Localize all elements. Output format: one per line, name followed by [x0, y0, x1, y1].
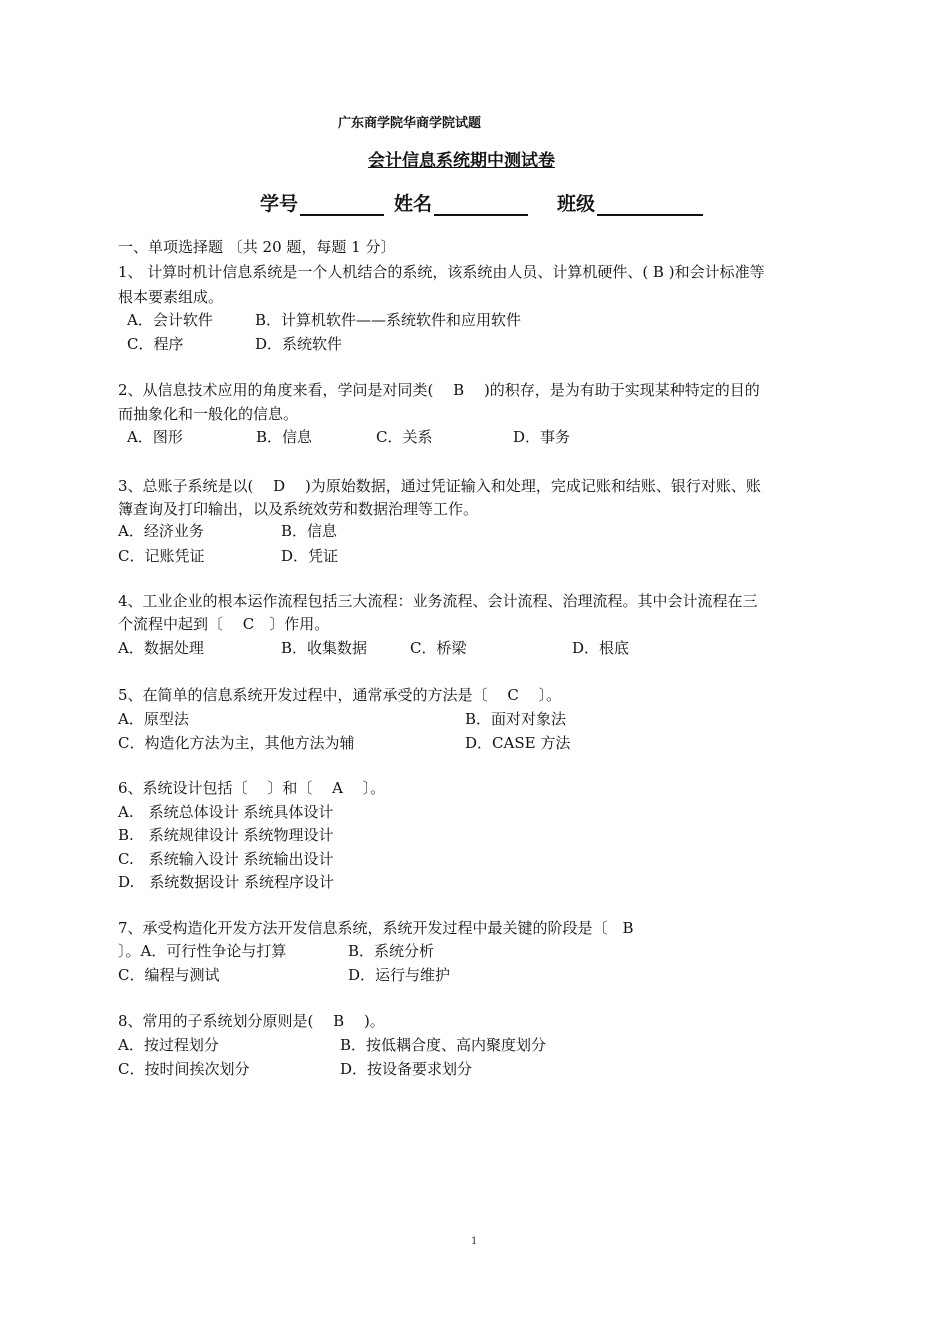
question-text: 根本要素组成。: [118, 288, 224, 306]
question-text: 1、 计算时机计信息系统是一个人机结合的系统，该系统由人员、计算机硬件、( B )和会计标准等: [118, 263, 765, 281]
page-number: 1: [471, 1236, 478, 1247]
option-d: D．系统软件: [255, 335, 343, 353]
question-text: 5、在简单的信息系统开发过程中，通常承受的方法是〔 C 〕。: [118, 686, 562, 704]
option-d: D．CASE 方法: [465, 734, 571, 752]
name-field: [394, 189, 528, 216]
option-a: A. 系统总体设计 系统具体设计: [118, 803, 334, 821]
option-b: B．按低耦合度、高内聚度划分: [340, 1036, 547, 1054]
option-c: C．程序: [127, 335, 184, 353]
question-text: 7、承受构造化开发方法开发信息系统，系统开发过程中最关键的阶段是〔 B: [118, 919, 634, 937]
student-id-field: [260, 189, 384, 216]
option-a: A．数据处理: [118, 639, 204, 657]
option-b: B．信息: [281, 522, 338, 540]
option-a: A．会计软件: [127, 311, 213, 329]
option-b: B. 系统规律设计 系统物理设计: [118, 826, 334, 844]
question-text: 8、常用的子系统划分原则是( B )。: [118, 1012, 385, 1030]
school-name: 广东商学院华商学院试题: [338, 116, 482, 131]
question-text: 2、从信息技术应用的角度来看，学问是对同类( B )的积存，是为有助于实现某种特定的目的: [118, 381, 760, 399]
option-d: D. 系统数据设计 系统程序设计: [118, 873, 335, 891]
name-label: 姓名: [394, 193, 433, 215]
question-text: 个流程中起到〔 C 〕作用。: [118, 615, 330, 633]
option-b: B．系统分析: [348, 942, 435, 960]
option-c: C．记账凭证: [118, 547, 205, 565]
option-b: B．收集数据: [281, 639, 368, 657]
exam-title: 会计信息系统期中测试卷: [368, 151, 555, 171]
option-d: D．事务: [513, 428, 571, 446]
option-b: B．面对对象法: [465, 710, 567, 728]
option-c: C．关系: [376, 428, 433, 446]
question-text: 簿查询及打印输出，以及系统效劳和数据治理等工作。: [118, 500, 479, 518]
question-text: 4、工业企业的根本运作流程包括三大流程：业务流程、会计流程、治理流程。其中会计流程在三: [118, 592, 758, 610]
option-c: C．构造化方法为主，其他方法为辅: [118, 734, 355, 752]
class-field: [557, 189, 703, 216]
option-a: 〕。A．可行性争论与打算: [118, 942, 287, 960]
name-blank: [434, 194, 528, 216]
option-d: D．运行与维护: [348, 966, 451, 984]
student-id-blank: [300, 194, 384, 216]
option-c: C．桥梁: [410, 639, 467, 657]
option-b: B．计算机软件——系统软件和应用软件: [255, 311, 522, 329]
option-b: B．信息: [256, 428, 313, 446]
option-a: A．按过程划分: [118, 1036, 219, 1054]
question-text: 而抽象化和一般化的信息。: [118, 405, 299, 423]
option-c: C．按时间挨次划分: [118, 1060, 250, 1078]
option-c: C. 系统输入设计 系统输出设计: [118, 850, 334, 868]
student-id-label: 学号: [260, 193, 299, 215]
question-text: 3、总账子系统是以( D )为原始数据，通过凭证输入和处理，完成记账和结账、银行对账、账: [118, 477, 761, 495]
option-d: D．凭证: [281, 547, 339, 565]
question-text: 6、系统设计包括〔 〕和〔 A 〕。: [118, 779, 386, 797]
option-d: D．根底: [572, 639, 630, 657]
option-a: A．经济业务: [118, 522, 204, 540]
class-label: 班级: [557, 193, 596, 215]
option-d: D．按设备要求划分: [340, 1060, 473, 1078]
option-c: C．编程与测试: [118, 966, 220, 984]
option-a: A．图形: [127, 428, 183, 446]
section-heading: 一、单项选择题 〔共 20 题，每题 1 分〕: [118, 238, 396, 256]
class-blank: [597, 194, 703, 216]
option-a: A．原型法: [118, 710, 189, 728]
